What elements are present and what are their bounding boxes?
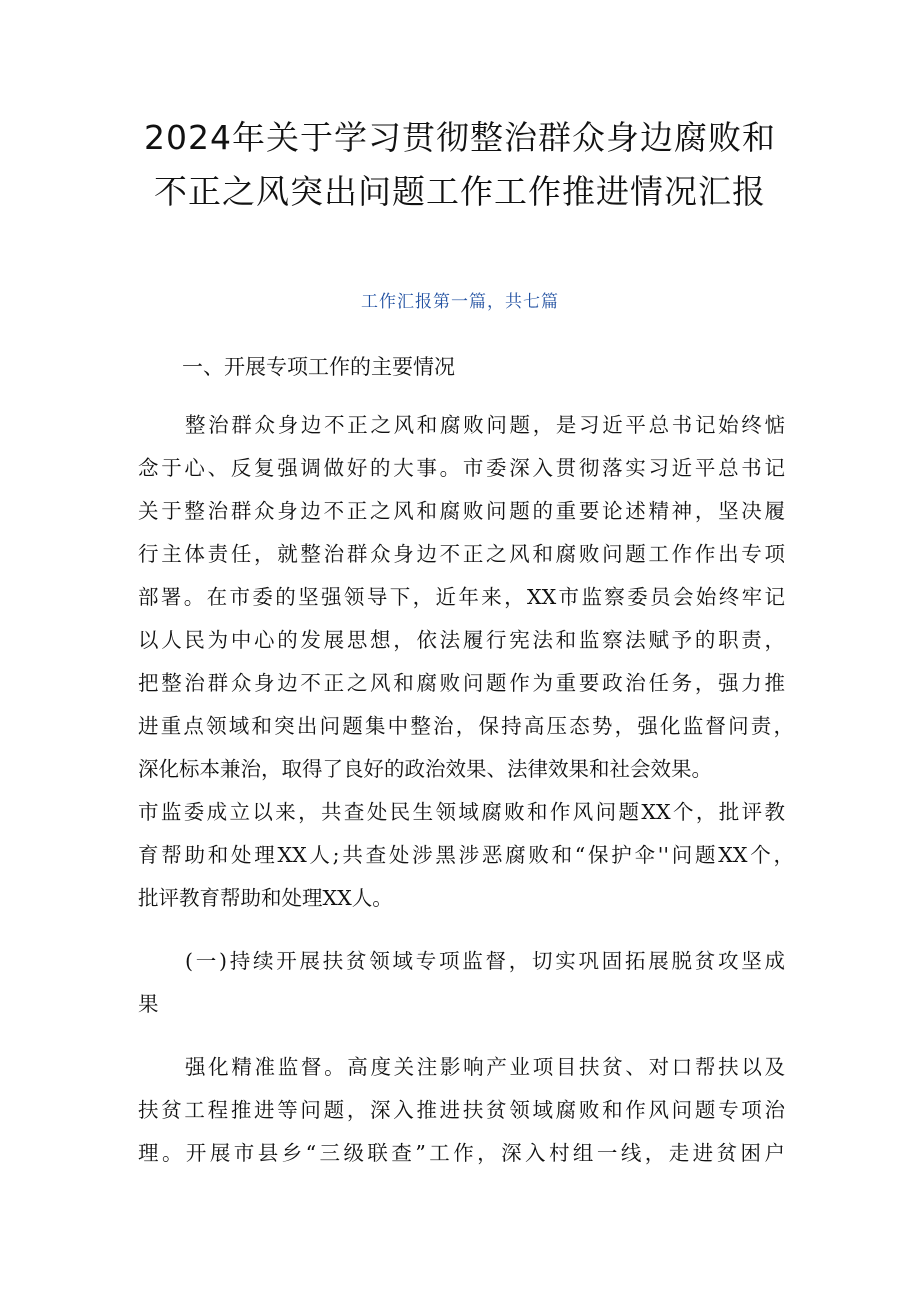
paragraph1-line: 育帮助和处理XX人;共查处涉黑涉恶腐败和“保护伞''问题XX个， bbox=[138, 843, 794, 867]
document-title-line-1: 2024年关于学习贯彻整治群众身边腐败和 bbox=[144, 118, 776, 157]
paragraph1-line: 念于心、反复强调做好的大事。市委深入贯彻落实习近平总书记 bbox=[138, 456, 785, 480]
paragraph1-line: 深化标本兼治，取得了良好的政治效果、法律效果和社会效果。 bbox=[138, 757, 712, 781]
paragraph2-line: 理。开展市县乡“三级联查”工作，深入村组一线，走进贫困户 bbox=[138, 1141, 785, 1165]
subsection-heading-line: 果 bbox=[138, 992, 159, 1016]
document-title-line-2: 不正之风突出问题工作工作推进情况汇报 bbox=[154, 172, 766, 211]
paragraph1-line: 批评教育帮助和处理XX人。 bbox=[138, 886, 393, 910]
paragraph1-line: 市监委成立以来，共查处民生领域腐败和作风问题XX个，批评教 bbox=[138, 800, 785, 824]
paragraph2-line: 强化精准监督。高度关注影响产业项目扶贫、对口帮扶以及 bbox=[185, 1055, 785, 1079]
paragraph2-line: 扶贫工程推进等问题，深入推进扶贫领域腐败和作风问题专项治 bbox=[138, 1098, 785, 1122]
paragraph1-line: 整治群众身边不正之风和腐败问题，是习近平总书记始终惦 bbox=[185, 413, 785, 437]
paragraph1-line: 以人民为中心的发展思想，依法履行宪法和监察法赋予的职责， bbox=[138, 628, 785, 652]
paragraph1-line: 进重点领域和突出问题集中整治，保持高压态势，强化监督问责， bbox=[138, 714, 794, 738]
section-heading: 一、开展专项工作的主要情况 bbox=[182, 355, 455, 379]
paragraph1-line: 关于整治群众身边不正之风和腐败问题的重要论述精神，坚决履 bbox=[138, 499, 785, 523]
document-subtitle: 工作汇报第一篇，共七篇 bbox=[361, 292, 559, 312]
paragraph1-line: 行主体责任，就整治群众身边不正之风和腐败问题工作作出专项 bbox=[138, 542, 785, 566]
paragraph1-line: 部署。在市委的坚强领导下，近年来，XX市监察委员会始终牢记 bbox=[138, 585, 785, 609]
paragraph1-line: 把整治群众身边不正之风和腐败问题作为重要政治任务，强力推 bbox=[138, 671, 785, 695]
subsection-heading-line: (一)持续开展扶贫领域专项监督，切实巩固拓展脱贫攻坚成 bbox=[185, 949, 785, 973]
